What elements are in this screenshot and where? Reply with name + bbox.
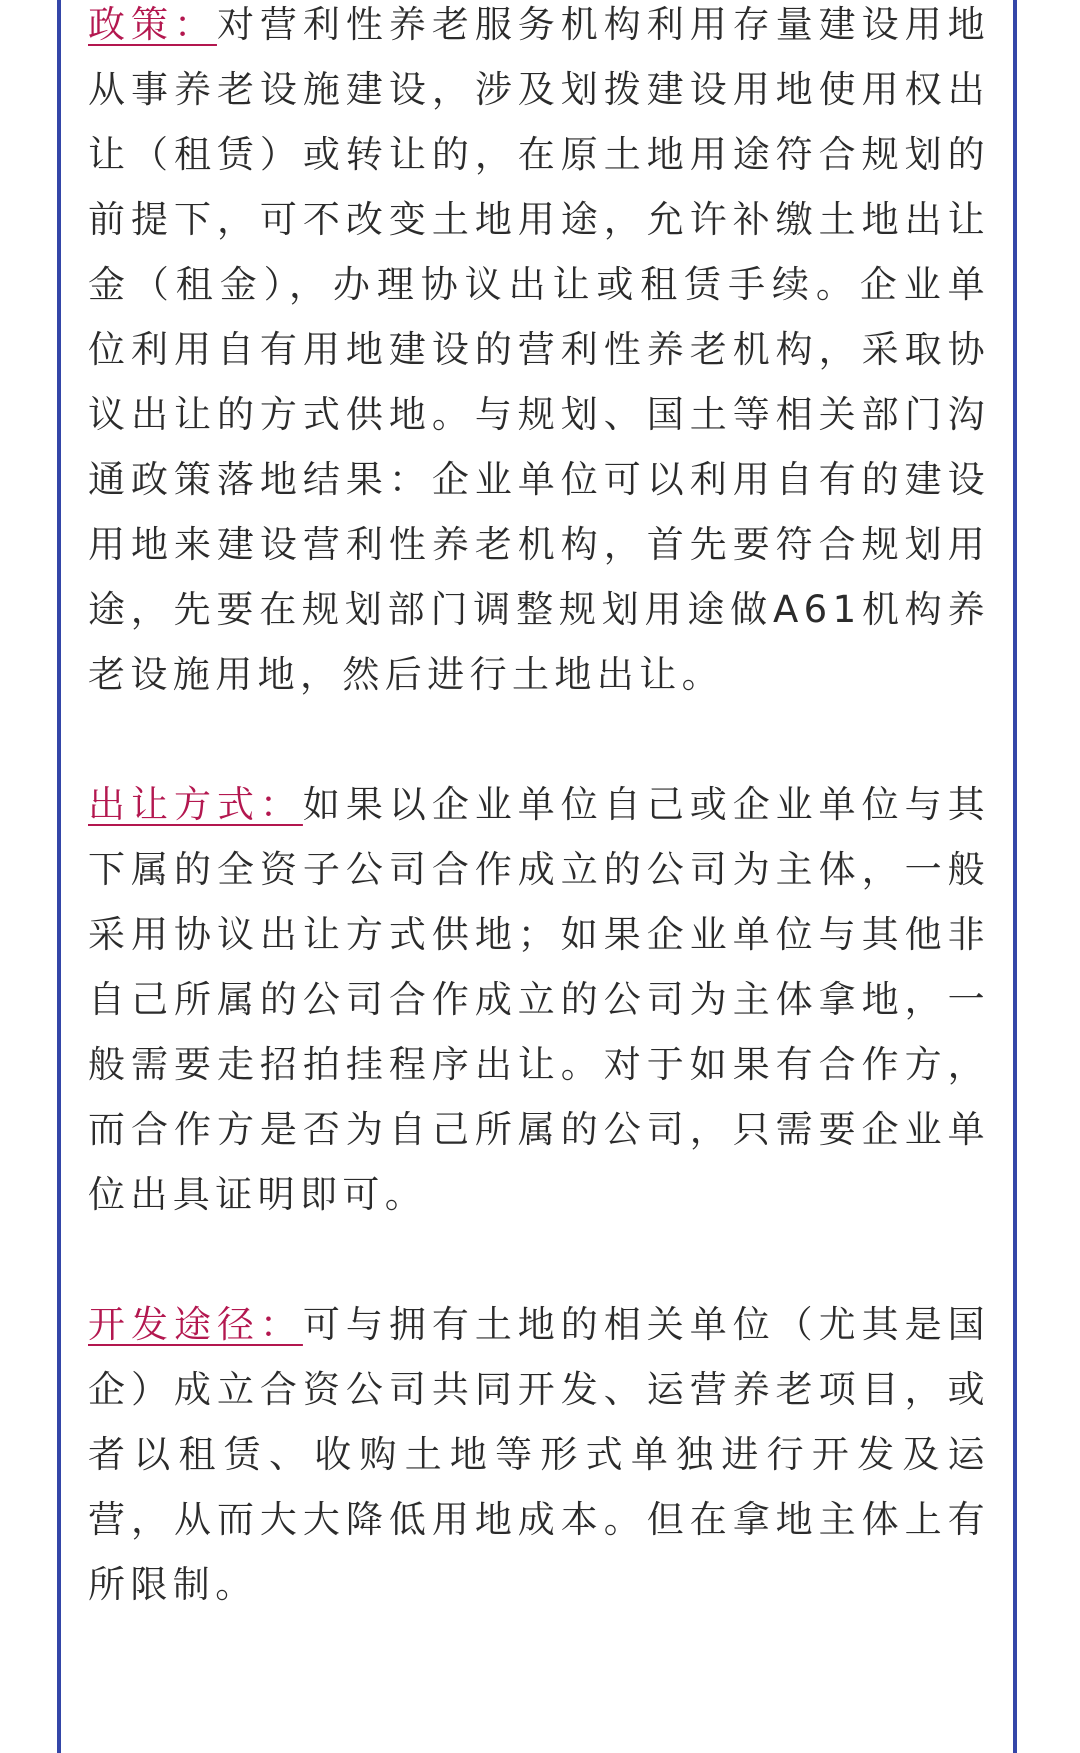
- policy-label: 政策：: [88, 3, 217, 46]
- development-path-label: 开发途径：: [88, 1303, 303, 1346]
- transfer-method-text: 如果以企业单位自己或企业单位与其下属的全资子公司合作成立的公司为主体，一般采用协议出让方式供地；如果企业单位与其他非自己所属的公司合作成立的公司为主体拿地，一般需要走招拍挂程序出让。对于如果有合作方，而合作方是否为自己所属的公司，只需要企业单位出具证明即可。: [88, 783, 991, 1216]
- development-path-paragraph: [88, 1292, 990, 1617]
- transfer-method-paragraph: [88, 772, 990, 1227]
- policy-text: 对营利性养老服务机构利用存量建设用地从事养老设施建设，涉及划拨建设用地使用权出让（租赁）或转让的，在原土地用途符合规划的前提下，可不改变土地用途，允许补缴土地出让金（租金），办理协议出让或租赁手续。企业单位利用自有用地建设的营利性养老机构，采取协议出让的方式供地。与规划、国土等相关部门沟通政策落地结果：企业单位可以利用自有的建设用地来建设营利性养老机构，首先要符合规划用途，先要在规划部门调整规划用途做A61机构养老设施用地，然后进行土地出让。: [88, 3, 991, 696]
- development-path-text: 可与拥有土地的相关单位（尤其是国企）成立合资公司共同开发、运营养老项目，或者以租赁、收购土地等形式单独进行开发及运营，从而大大降低用地成本。但在拿地主体上有所限制。: [88, 1303, 991, 1606]
- transfer-method-label: 出让方式：: [88, 783, 303, 826]
- policy-paragraph: [88, 0, 990, 707]
- article-content: [88, 0, 990, 1617]
